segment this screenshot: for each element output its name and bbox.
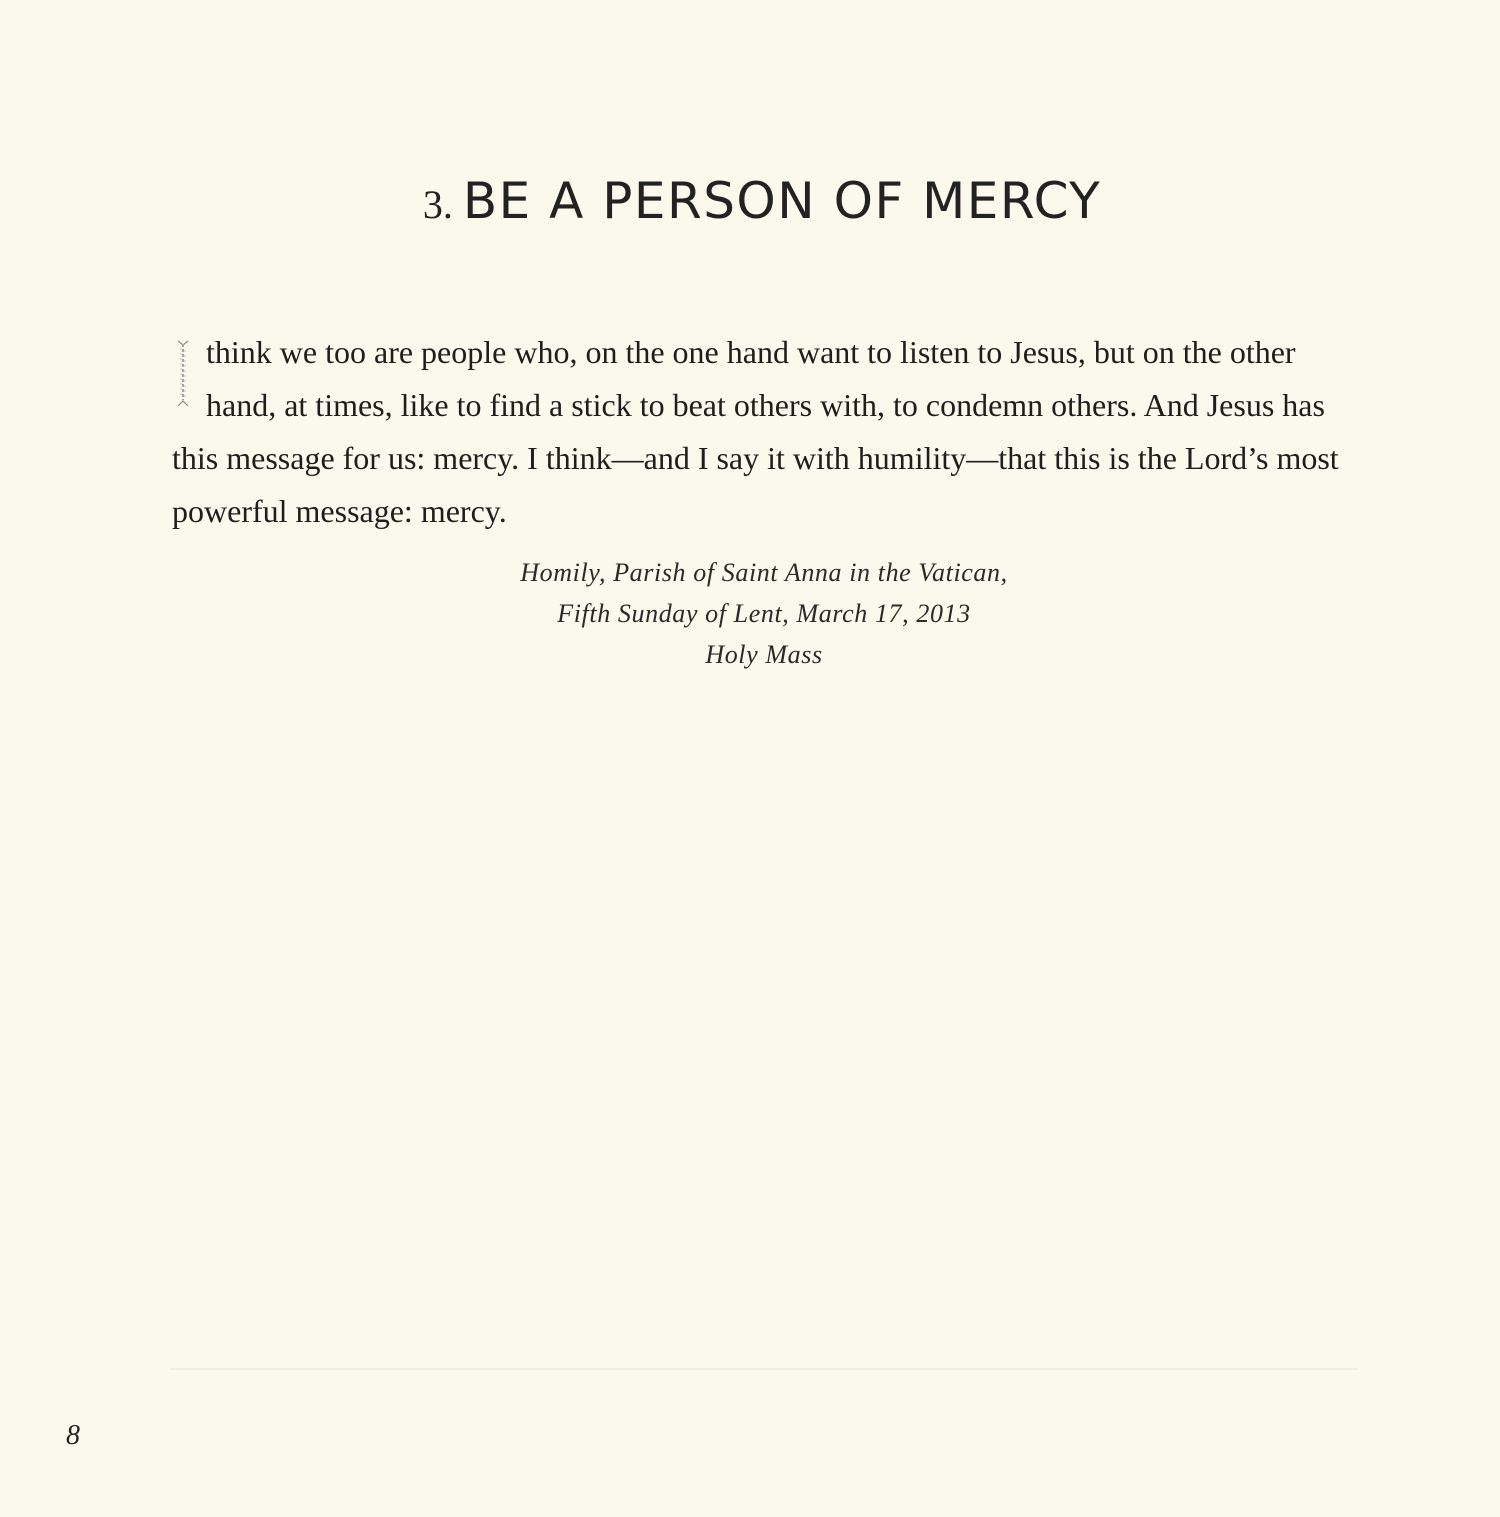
attribution-line-3: Holy Mass [705,640,823,669]
body-text: think we too are people who, on the one hand want to listen to Jesus, but on the other hand, at times, like to find a stick to beat others with, to condemn others. And Jesus has this message for us: mercy. I think—and I say it with humility—that this is the Lord’s most powerful message: mercy. [172,334,1339,529]
page-number: 8 [66,1420,80,1451]
attribution-line-2: Fifth Sunday of Lent, March 17, 2013 [557,599,971,628]
drop-cap-ornament [172,340,194,428]
chapter-title-text: BE A PERSON OF MERCY [462,172,1102,230]
footer-divider [170,1368,1358,1370]
drop-cap-i-icon [176,340,190,410]
attribution-line-1: Homily, Parish of Saint Anna in the Vatican, [520,558,1008,587]
source-attribution [456,552,1072,675]
body-paragraph [172,326,1358,538]
chapter-number: 3. [422,182,453,227]
chapter-title [0,172,1500,230]
